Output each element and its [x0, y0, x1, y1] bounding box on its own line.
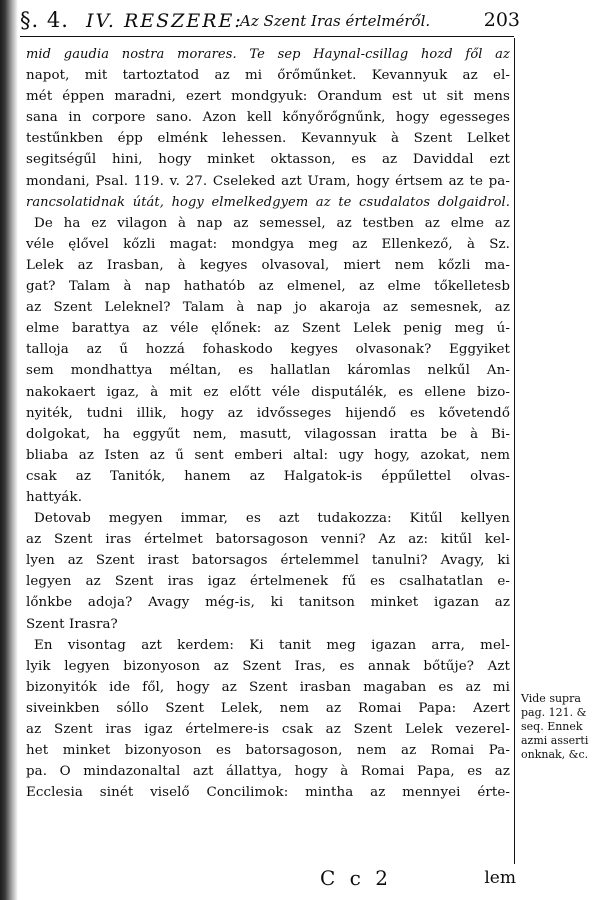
text-line: mid gaudia nostra morares. Te sep Haynal-csillag hozd fől az [26, 47, 510, 62]
text-line: sana in corpore sano. Azon kell kőnyőrőgnűnk, hogy egesseges [26, 110, 510, 126]
text-line: segitségűl hini, hogy minket oktasson, es az Daviddal ezt [26, 152, 510, 168]
text-line: nakokaert igaz, à mit ez előtt véle disputálék, es ellene bizo- [26, 384, 510, 400]
section-mark: §. 4. [20, 8, 69, 32]
text-line: elme barattya az véle ęlőnek: az Szent Lelek penig meg ú- [26, 321, 510, 337]
text-line: mondani, Psal. 119. v. 27. Cseleked azt Uram, hogy értsem az te pa- [26, 173, 510, 189]
text-line: Detovab megyen immar, es azt tudakozza: Kitűl kellyen [34, 511, 510, 527]
page-footer [20, 866, 520, 894]
text-line: napot, mit tartoztatod az mi őrőműnket. Kevannyuk az el- [26, 68, 510, 84]
marginal-note-line: onknak, &c. [521, 748, 589, 761]
page-header [20, 8, 520, 34]
marginal-note-line: Vide supra [521, 692, 581, 705]
text-line: lyik legyen bizonyoson az Szent Iras, es annak bőtűje? Azt [26, 658, 510, 674]
text-line: csak az Tanitók, hanem az Halgatok-is éppűlettel olvas- [26, 468, 510, 484]
text-line: lyen az Szent irast batorsagos értelemmel tanulni? Avagy, ki [26, 553, 510, 569]
text-line: lőnkbe adoja? Avagy még-is, ki tanitson minket igazan az [26, 595, 510, 611]
text-line: az Szent iras igaz értelmere-is csak az Szent Lelek vezerel- [26, 722, 510, 737]
text-line: véle ęlővel kőzli magat: mondgya meg az Ellenkező, à Sz. [26, 236, 510, 252]
text-line: dolgokat, ha eggyűt nem, masutt, vilagossan iratta be à Bi- [26, 426, 510, 442]
text-line: sem mondhattya méltan, es hallatlan káromlas nelkűl An- [26, 363, 510, 379]
text-line: siveinkben sóllo Szent Lelek, nem az Romai Papa: Azert [26, 700, 510, 716]
text-line: mét éppen maradni, ezert mondgyuk: Orandum est ut sit mens [26, 89, 510, 105]
signature-mark: C c 2 [320, 866, 392, 890]
text-line: gat? Talam à nap hathatób az elmenel, az elme tőkelletesb [26, 279, 510, 295]
text-line: nyiték, tudni illik, hogy az idvősseges hijendő es kővetendő [26, 405, 510, 421]
running-title: Az Szent Iras értelméről. [240, 12, 431, 30]
adjacent-page-fragment [3, 300, 15, 500]
marginal-note-line: pag. 121. & [521, 706, 587, 719]
header-rule [20, 36, 514, 37]
text-line: pa. O mindazonaltal azt állattya, hogy à Romai Papa, es az [26, 764, 510, 780]
chapter-title: IV. RESZERE: [86, 10, 243, 32]
text-line: bizonyitók ide fől, hogy az Szent irasban magaban es az mi [26, 679, 510, 695]
text-line: het minket bizonyoson es batorsagoson, nem az Romai Pa- [26, 743, 510, 759]
text-line: rancsolatidnak útát, hogy elmelkedgyem az te csudalatos dolgaidrol. [26, 194, 510, 210]
marginal-note [521, 692, 601, 762]
text-line: az Szent Leleknel? Talam à nap jo akaroja az semesnek, az [26, 300, 510, 316]
text-line: Szent Irasra? [26, 616, 118, 632]
text-line: hattyák. [26, 489, 83, 505]
body-text [26, 44, 510, 803]
catchword: lem [484, 868, 516, 888]
text-line: Ecclesia sinét viselő Concilimok: mintha az mennyei érte- [26, 785, 510, 801]
marginal-note-line: azmi asserti [521, 734, 589, 747]
page-number: 203 [483, 9, 520, 31]
text-line: bliaba az Isten az ű sent emberi altal: ugy hogy, azokat, nem [26, 447, 510, 463]
text-line: testűnkben épp elménk lehessen. Kevannyuk à Szent Lelket [26, 131, 510, 147]
text-line: az Szent iras értelmet batorsagoson venni? Az az: kitűl kel- [26, 532, 510, 548]
text-line: talloja az ű hozzá fohaskodo kegyes olvasonak? Eggyiket [26, 342, 510, 358]
text-line: Lelek az Irasban, à kegyes olvasoval, miert nem kőzli ma- [26, 257, 510, 273]
text-line: En visontag azt kerdem: Ki tanit meg igazan arra, mel- [34, 637, 510, 653]
text-line: De ha ez vilagon à nap az semessel, az testben az elme az [34, 215, 510, 231]
text-line: legyen az Szent iras igaz értelmenek fű es csalhatatlan e- [26, 574, 510, 590]
marginal-note-line: seq. Ennek [521, 720, 583, 733]
